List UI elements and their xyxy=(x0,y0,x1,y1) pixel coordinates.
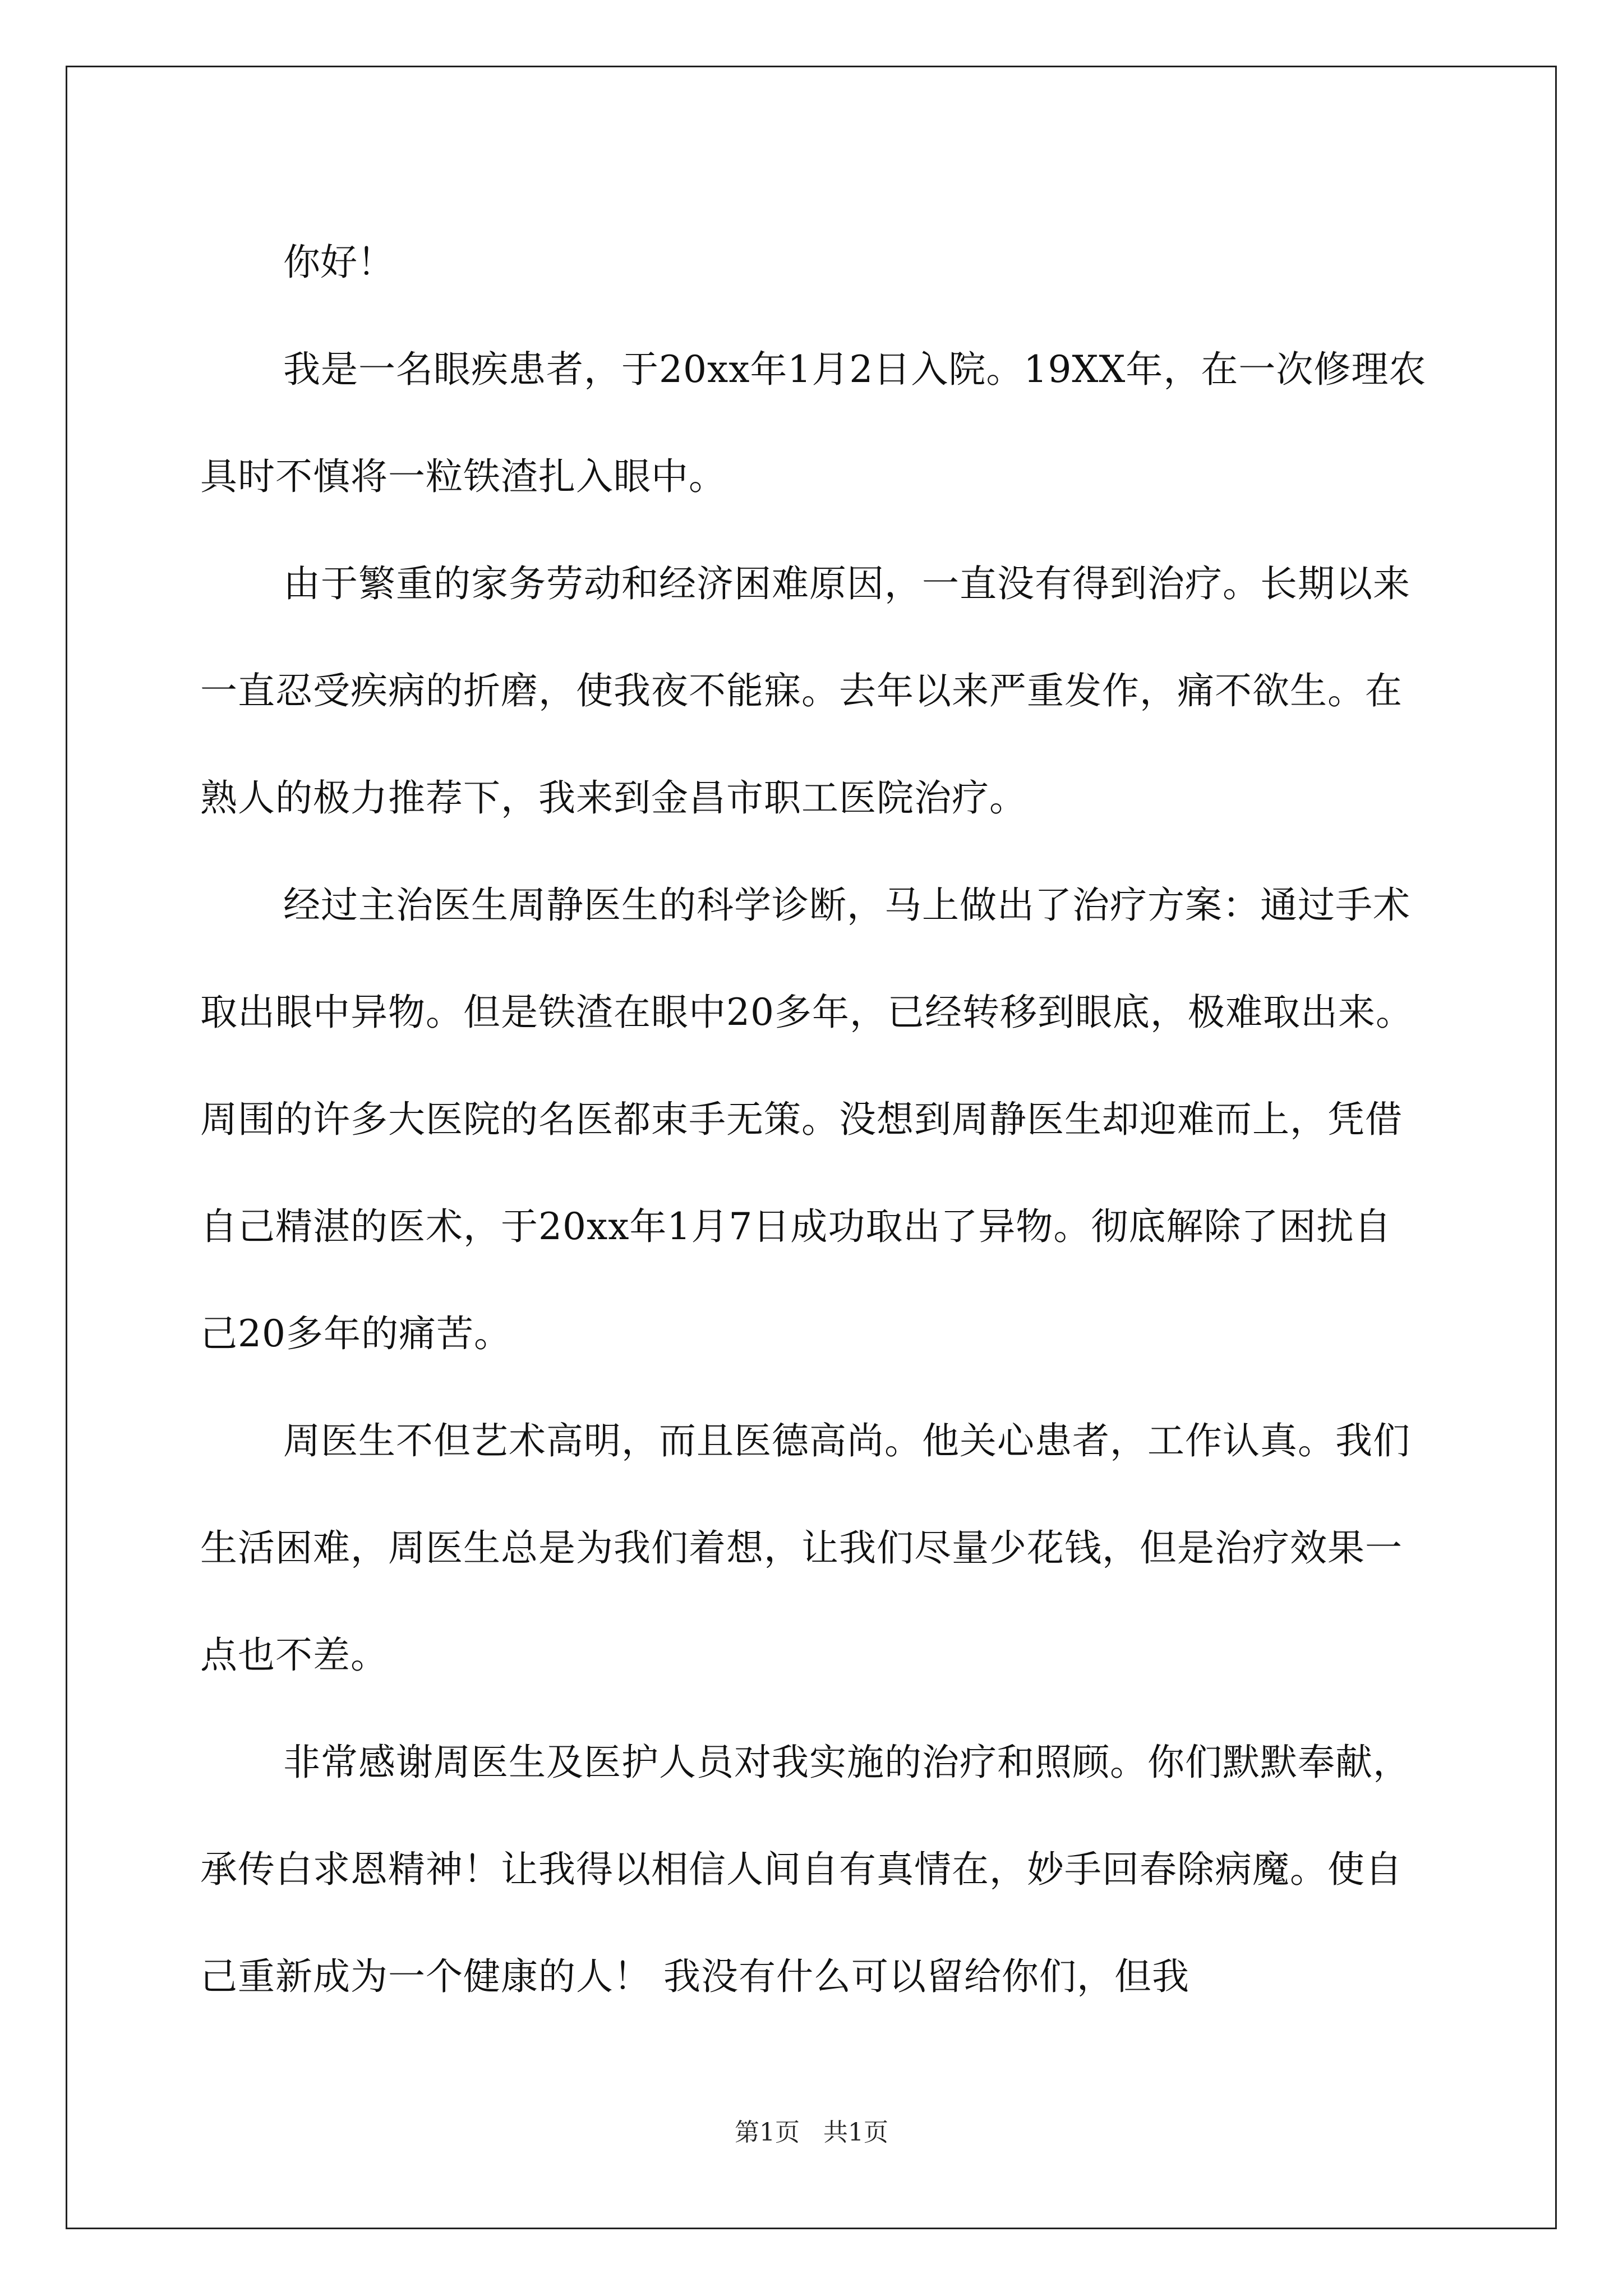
letter-greeting: 你好！ xyxy=(283,241,394,284)
paragraph-5: 非常感谢周医生及医护人员对我实施的治疗和照顾。你们默默奉献，承传白求恩精神！让我得以相信人间自有真情在，妙手回春除病魔。使自己重新成为一个健康的人！ 我没有什么可以留给你们，但我 xyxy=(200,1741,1410,1998)
paragraph-2: 由于繁重的家务劳动和经济困难原因，一直没有得到治疗。长期以来一直忍受疾病的折磨，使我夜不能寐。去年以来严重发作，痛不欲生。在熟人的极力推荐下，我来到金昌市职工医院治疗。 xyxy=(200,562,1410,820)
paragraph-1: 我是一名眼疾患者，于20xx年1月2日入院。19XX年，在一次修理农具时不慎将一粒铁渣扎入眼中。 xyxy=(200,348,1427,498)
letter-body xyxy=(200,209,1428,2030)
paragraph-3: 经过主治医生周静医生的科学诊断，马上做出了治疗方案：通过手术取出眼中异物。但是铁渣在眼中20多年，已经转移到眼底，极难取出来。周围的许多大医院的名医都束手无策。没想到周静医生却迎难而上，凭借自己精湛的医术，于20xx年1月7日成功取出了异物。彻底解除了困扰自己20多年的痛苦。 xyxy=(200,884,1413,1355)
page-number-footer: 第1页 共1页 xyxy=(735,2118,888,2147)
paragraph-4: 周医生不但艺术高明，而且医德高尚。他关心患者，工作认真。我们生活困难，周医生总是为我们着想，让我们尽量少花钱，但是治疗效果一点也不差。 xyxy=(200,1419,1410,1677)
